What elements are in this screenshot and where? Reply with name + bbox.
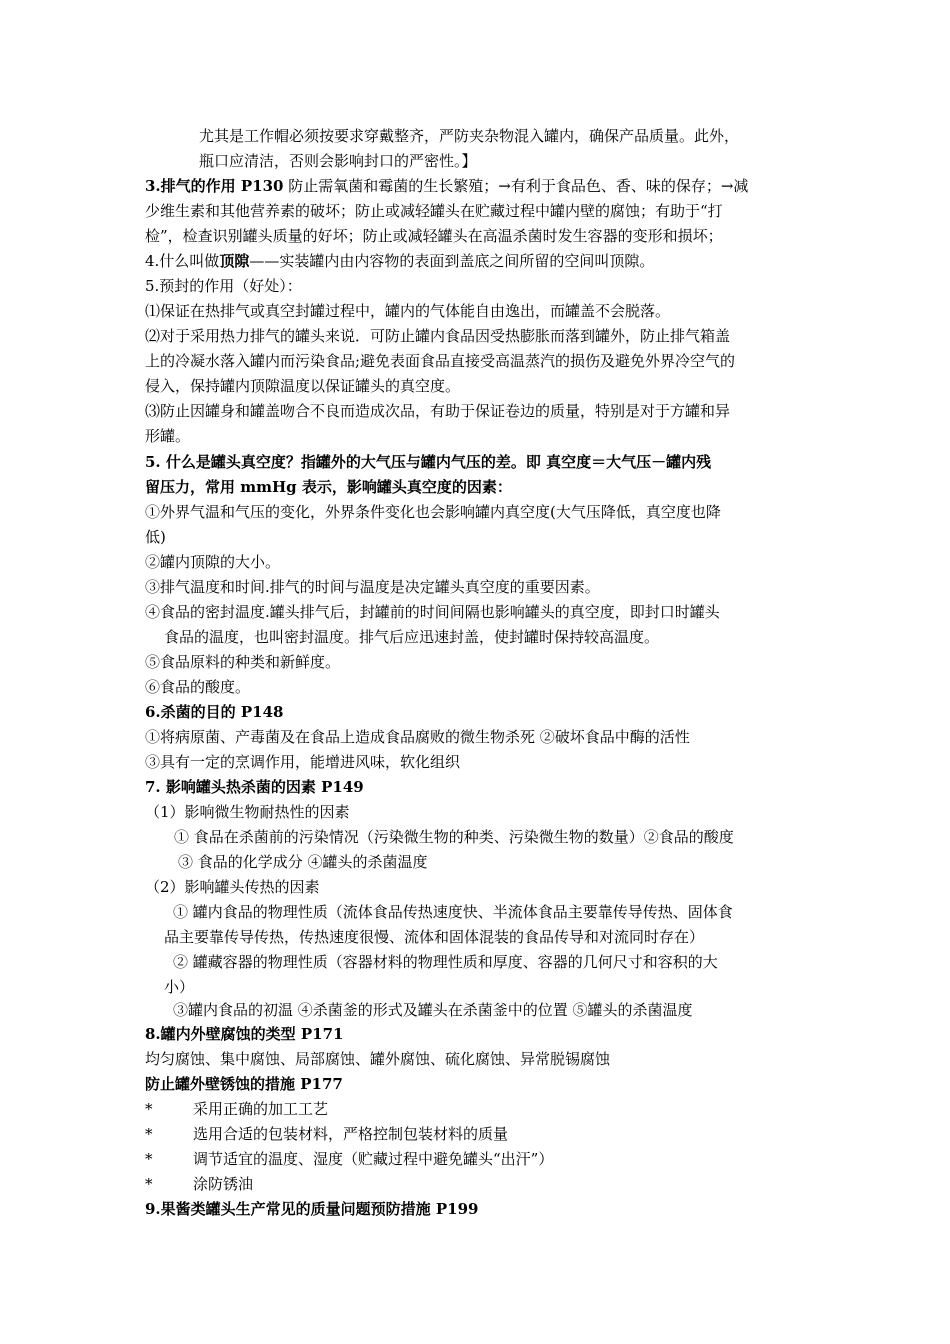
section-7-heading: 7. 影响罐头热杀菌的因素 P149 xyxy=(145,778,364,796)
bullet-item xyxy=(145,1172,253,1197)
term-headspace: 顶隙 xyxy=(219,252,250,270)
text-line: ③ 食品的化学成分 ④罐头的杀菌温度 xyxy=(178,853,428,871)
text-line: ① 罐内食品的物理性质（流体食品传热速度快、半流体食品主要靠传导传热、固体食 xyxy=(173,903,733,921)
bullet-item xyxy=(145,1097,328,1122)
section-9-heading: 9.果酱类罐头生产常见的质量问题预防措施 P199 xyxy=(145,1200,479,1218)
section-8-heading: 8.罐内外壁腐蚀的类型 P171 xyxy=(145,1025,344,1043)
bullet-item xyxy=(145,1147,553,1172)
section-3-heading: 3.排气的作用 P130 xyxy=(145,177,284,195)
text-line: ⑤食品原料的种类和新鲜度。 xyxy=(145,653,341,671)
vacuum-heading-cont: 留压力，常用 mmHg 表示，影响罐头真空度的因素： xyxy=(145,478,512,496)
text-line: ④食品的密封温度.罐头排气后，封罐前的时间间隔也影响罐头的真空度，即封口时罐头 xyxy=(145,603,720,621)
text-line: 尤其是工作帽必须按要求穿戴整齐，严防夹杂物混入罐内，确保产品质量。此外， xyxy=(199,127,740,145)
section-3-line xyxy=(145,174,748,199)
bullet-mark: * xyxy=(145,1100,153,1118)
rust-prevention-heading: 防止罐外壁锈蚀的措施 P177 xyxy=(145,1075,343,1093)
bullet-text: 采用正确的加工工艺 xyxy=(193,1100,329,1118)
text-line: 上的冷凝水落入罐内而污染食品;避免表面食品直接受高温蒸汽的损伤及避免外界冷空气的 xyxy=(145,352,736,370)
text-line: 食品的温度，也叫密封温度。排气后应迅速封盖，使封罐时保持较高温度。 xyxy=(164,628,660,646)
text-line: ③罐内食品的初温 ④杀菌釜的形式及罐头在杀菌釜中的位置 ⑤罐头的杀菌温度 xyxy=(173,1001,693,1019)
bullet-text: 涂防锈油 xyxy=(193,1175,254,1193)
bullet-mark: * xyxy=(145,1175,153,1193)
subsection-heading: （2）影响罐头传热的因素 xyxy=(145,878,320,896)
section-4-line xyxy=(145,249,654,274)
text-line: 均匀腐蚀、集中腐蚀、局部腐蚀、罐外腐蚀、硫化腐蚀、异常脱锡腐蚀 xyxy=(145,1050,611,1068)
text-line: ⑥食品的酸度。 xyxy=(145,678,251,696)
bullet-mark: * xyxy=(145,1150,153,1168)
vacuum-heading: 5. 什么是罐头真空度？指罐外的大气压与罐内气压的差。即 真空度＝大气压－罐内残 xyxy=(145,453,712,471)
text-line: 形罐。 xyxy=(145,427,191,445)
bullet-item xyxy=(145,1122,508,1147)
text-line: ⑶防止因罐身和罐盖吻合不良而造成次品，有助于保证卷边的质量，特别是对于方罐和异 xyxy=(145,402,731,420)
subsection-heading: （1）影响微生物耐热性的因素 xyxy=(145,803,350,821)
text-line: ①外界气温和气压的变化，外界条件变化也会影响罐内真空度(大气压降低，真空度也降 xyxy=(145,503,721,521)
text-line: ① 食品在杀菌前的污染情况（污染微生物的种类、污染微生物的数量）②食品的酸度 xyxy=(174,828,734,846)
text-line: ⑴保证在热排气或真空封罐过程中，罐内的气体能自由逸出，而罐盖不会脱落。 xyxy=(145,302,671,320)
text-line: ②罐内顶隙的大小。 xyxy=(145,553,281,571)
text-line: 低) xyxy=(145,528,166,546)
bullet-text: 调节适宜的温度、湿度（贮藏过程中避免罐头“出汗”） xyxy=(193,1150,554,1168)
text-line: 少维生素和其他营养素的破坏；防止或减轻罐头在贮藏过程中罐内壁的腐蚀；有助于“打 xyxy=(145,202,723,220)
text-line: ⑵对于采用热力排气的罐头来说．可防止罐内食品因受热膨胀而落到罐外，防止排气箱盖 xyxy=(145,327,731,345)
text-line: 瓶口应清洁，否则会影响封口的严密性。】 xyxy=(199,152,477,170)
section-5-heading: 5.预封的作用（好处）： xyxy=(145,277,302,295)
text-line: 防止需氧菌和霉菌的生长繁殖；→有利于食品色、香、味的保存；→减 xyxy=(283,177,749,195)
text-line: 检”，检查识别罐头质量的好坏；防止或减轻罐头在高温杀菌时发生容器的变形和损坏； xyxy=(145,227,723,245)
text-line: 品主要靠传导传热，传热速度很慢、流体和固体混装的食品传导和对流同时存在） xyxy=(164,928,705,946)
text-line: 小） xyxy=(164,978,195,996)
text-line: ①将病原菌、产毒菌及在食品上造成食品腐败的微生物杀死 ②破坏食品中酶的活性 xyxy=(145,728,690,746)
text-line: ③排气温度和时间.排气的时间与温度是决定罐头真空度的重要因素。 xyxy=(145,578,600,596)
text-line: ③具有一定的烹调作用，能增进风味，软化组织 xyxy=(145,753,461,771)
text-line: 4.什么叫做 xyxy=(145,252,220,270)
text-line: ② 罐藏容器的物理性质（容器材料的物理性质和厚度、容器的几何尺寸和容积的大 xyxy=(173,953,718,971)
section-6-heading: 6.杀菌的目的 P148 xyxy=(145,703,284,721)
text-line: 侵入，保持罐内顶隙温度以保证罐头的真空度。 xyxy=(145,377,461,395)
bullet-mark: * xyxy=(145,1125,153,1143)
bullet-text: 选用合适的包装材料，严格控制包装材料的质量 xyxy=(193,1125,509,1143)
text-line: ——实装罐内由内容物的表面到盖底之间所留的空间叫顶隙。 xyxy=(249,252,655,270)
